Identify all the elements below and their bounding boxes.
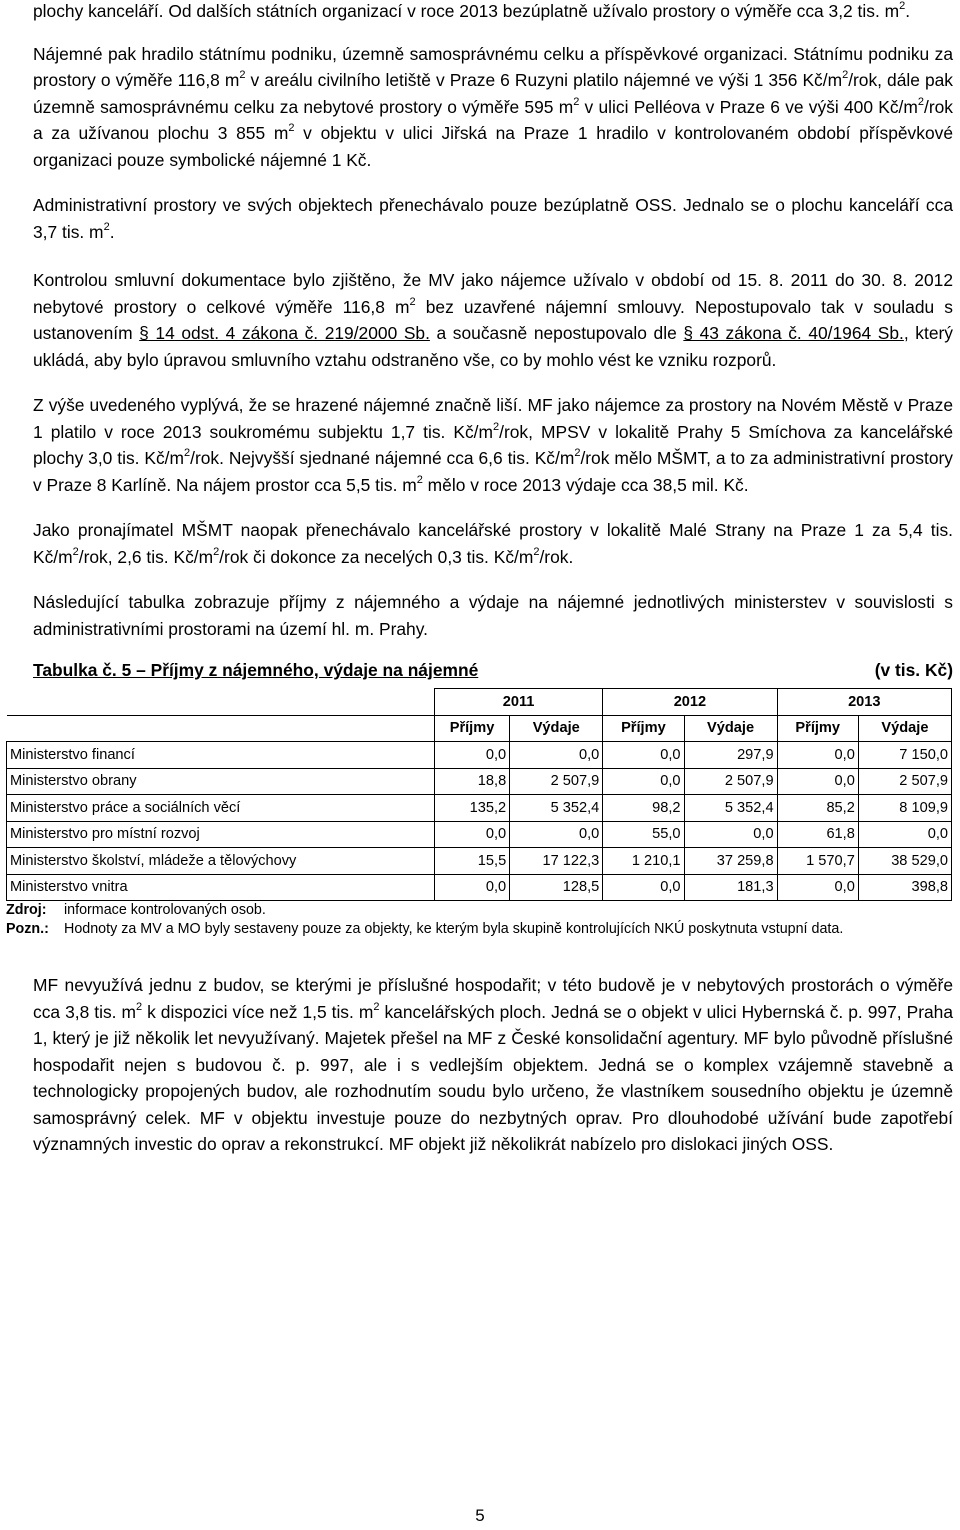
paragraph-1 [33,0,953,25]
paragraph-5 [33,392,953,498]
table-cell: 85,2 [777,795,858,822]
text-run: Z výše uvedeného vyplývá, že se hrazené nájemné značně liší. MF jako nájemce za prostory na Novém Městě v Praze 1 platilo v roce 2013 soukromému subjektu 1,7 tis. Kč/m [33,395,953,442]
superscript: 2 [573,95,580,108]
superscript: 2 [373,1000,380,1013]
table-cell: 181,3 [684,874,777,901]
table-cell: 17 122,3 [510,848,603,875]
text-run: v ulici Pelléova v Praze 6 ve výši 400 Kč/m [579,96,918,117]
superscript: 2 [416,473,423,486]
table-title: Tabulka č. 5 – Příjmy z nájemného, výdaje na nájemné [33,660,479,680]
superscript: 2 [409,295,416,308]
paragraph-4 [33,267,953,373]
table-cell: 38 529,0 [858,848,951,875]
table-cell: 98,2 [603,795,684,822]
year-header: 2012 [603,689,777,716]
column-header: Výdaje [858,715,951,742]
text-run: MF nevyužívá jednu z budov, se kterými je příslušné hospodařit; v této budově je v nebytových prostorách o výměře cca 3,8 tis. m [33,975,953,1022]
table-cell: 2 507,9 [684,768,777,795]
header-blank-cell [7,715,435,742]
table-header-sub [7,715,952,742]
text-run: Nájemné pak hradilo státnímu podniku, územně samosprávnému celku a příspěvkové organizaci. Státnímu podniku za prostory o výměře 116,8 m [33,43,953,90]
law-reference-link[interactable]: § 14 odst. 4 zákona č. 219/2000 Sb. [139,323,430,343]
paragraph-6 [33,517,953,570]
table-header-years [7,689,952,716]
row-label: Ministerstvo vnitra [7,874,435,901]
superscript: 2 [533,545,540,558]
table-cell: 0,0 [603,874,684,901]
text-run: /rok. [539,546,574,567]
text-run: Administrativní prostory ve svých objektech přenechávalo pouze bezúplatně OSS. Jednalo se o plochu kanceláří cca 3,7 tis. m [33,195,953,242]
table-row [7,742,952,769]
law-reference-link[interactable]: § 43 zákona č. 40/1964 Sb. [683,323,904,343]
superscript: 2 [493,420,500,433]
column-header: Výdaje [684,715,777,742]
text-run: k dispozici více než 1,5 tis. m [142,1001,374,1022]
column-header: Příjmy [434,715,509,742]
superscript: 2 [135,1000,143,1013]
row-label: Ministerstvo školství, mládeže a tělovýchovy [7,848,435,875]
table-cell: 18,8 [434,768,509,795]
source-label: Zdroj: [6,902,47,918]
table-cell: 5 352,4 [684,795,777,822]
table-cell: 0,0 [510,821,603,848]
superscript: 2 [917,95,924,108]
table-cell: 297,9 [684,742,777,769]
text-run: kancelářských ploch. Jedná se o objekt v ulici Hybernská č. p. 997, Praha 1, který je již několik let nevyužívaný. Majetek přešel na MF z České konsolidační agentury. MF bylo původně příslušné hospodařit nejen s budovou č. p. 997, ale i s vedlejším objektem. Jedná se o komplex vzájemně stavebně a technologicky propojených budov, ale rozhodnutím soudu bylo určeno, že vlastníkem sousedního objektu je územně samosprávný celek. MF v objektu investuje pouze do nezbytných oprav. Pro dlouhodobé užívání bude zapotřebí významných investic do oprav a rekonstrukcí. MF objekt již několikrát nabízelo pro dislokaci jiných OSS. [33,1001,954,1154]
table-title-row [33,658,953,682]
row-label: Ministerstvo práce a sociálních věcí [7,795,435,822]
text-run: /rok mělo MŠMT, a to za administrativní prostory v Praze 8 Karlíně. Na nájem prostor cca 5,5 tis. m [33,448,953,495]
text-run: /rok. Nejvyšší sjednané nájemné cca 6,6 tis. Kč/m [190,448,575,468]
source-text: informace kontrolovaných osob. [64,902,266,918]
superscript: 2 [72,545,79,558]
paragraph-8 [33,972,953,1158]
table-cell: 0,0 [777,742,858,769]
row-label: Ministerstvo obrany [7,768,435,795]
note-label: Pozn.: [6,921,49,937]
note-text: Hodnoty za MV a MO byly sestaveny pouze za objekty, ke kterým byla skupině kontrolujících NKÚ poskytnuta vstupní data. [64,921,844,937]
text-run: Jako pronajímatel MŠMT naopak přenechávalo kancelářské prostory v lokalitě Malé Strany na Praze 1 za 5,4 tis. Kč/m [33,520,953,567]
superscript: 2 [288,122,295,135]
text-run: /rok či dokonce za necelých 0,3 tis. Kč/m [219,546,534,567]
text-run: plochy kanceláří. Od dalších státních organizací v roce 2013 bezúplatně užívalo prostory o výměře cca 3,2 tis. m [33,1,900,21]
data-table [6,688,952,901]
paragraph-2 [33,41,953,174]
source-note [6,901,952,920]
document-page [6,0,954,1158]
table-cell: 1 210,1 [603,848,684,875]
table-cell: 5 352,4 [510,795,603,822]
paragraph-7 [33,589,953,642]
table-cell: 2 507,9 [510,768,603,795]
text-run: a současně nepostupovalo dle [429,323,684,343]
text-run: /rok a za užívanou plochu 3 855 m [33,96,953,143]
table-cell: 398,8 [858,874,951,901]
text-run: Kontrolou smluvní dokumentace bylo zjištěno, že MV jako nájemce užívalo v období od 15. 8. 2011 do 30. 8. 2012 nebytové prostory o celkové výměře 116,8 m [33,270,953,317]
superscript: 2 [213,545,220,558]
table-cell: 135,2 [434,795,509,822]
column-header: Příjmy [603,715,684,742]
table-cell: 128,5 [510,874,603,901]
column-header: Příjmy [777,715,858,742]
table-cell: 0,0 [510,742,603,769]
table-cell: 0,0 [777,874,858,901]
table-cell: 0,0 [434,742,509,769]
table-cell: 8 109,9 [858,795,951,822]
table-cell: 0,0 [434,821,509,848]
table-row [7,874,952,901]
text-run: , který ukládá, aby bylo úpravou smluvního vztahu odstraněno vše, co by mohlo vést ke vzniku rozporů. [33,323,953,370]
superscript: 2 [239,69,246,82]
table-row [7,768,952,795]
page-number: 5 [475,1506,485,1525]
table-row [7,848,952,875]
text-run: /rok, MPSV v lokalitě Prahy 5 Smíchova za kancelářské plochy 3,0 tis. Kč/m [33,421,954,468]
superscript: 2 [574,447,581,460]
table-cell: 7 150,0 [858,742,951,769]
table-cell: 0,0 [777,768,858,795]
text-run: /rok, dále pak územně samosprávnému celku za nebytové prostory o výměře 595 m [33,70,954,117]
table-cell: 1 570,7 [777,848,858,875]
text-run: . [109,221,115,242]
table-unit: (v tis. Kč) [874,660,953,680]
text-run: bez uzavřené nájemní smlouvy. Nepostupovalo tak v souladu s ustanovením [33,296,953,343]
text-run: /rok, 2,6 tis. Kč/m [78,546,214,567]
paragraph-3 [33,192,953,245]
row-label: Ministerstvo pro místní rozvoj [7,821,435,848]
table-notes [6,901,952,939]
table-cell: 0,0 [603,742,684,769]
table-cell: 0,0 [603,768,684,795]
text-run: v objektu v ulici Jiřská na Praze 1 hradilo v kontrolovaném období příspěvkové organizaci pouze symbolické nájemné 1 Kč. [33,123,953,170]
table-cell: 15,5 [434,848,509,875]
year-header: 2013 [777,689,951,716]
table-row [7,795,952,822]
superscript: 2 [183,447,191,460]
remark-note [6,920,952,939]
superscript: 2 [899,0,906,13]
superscript: 2 [103,220,110,233]
table-cell: 55,0 [603,821,684,848]
header-blank-cell [7,689,435,716]
superscript: 2 [842,69,849,82]
table-cell: 0,0 [684,821,777,848]
row-label: Ministerstvo financí [7,742,435,769]
table-cell: 2 507,9 [858,768,951,795]
table-cell: 61,8 [777,821,858,848]
table-row [7,821,952,848]
table-cell: 0,0 [858,821,951,848]
text-run: v areálu civilního letiště v Praze 6 Ruzyni platilo nájemné ve výši 1 356 Kč/m [245,70,843,90]
table-cell: 37 259,8 [684,848,777,875]
column-header: Výdaje [510,715,603,742]
text-run: . [905,1,911,21]
table-cell: 0,0 [434,874,509,901]
text-run: Následující tabulka zobrazuje příjmy z nájemného a výdaje na nájemné jednotlivých ministerstev v souvislosti s administrativními prostorami na území hl. m. Prahy. [33,592,953,639]
year-header: 2011 [434,689,602,716]
text-run: mělo v roce 2013 výdaje cca 38,5 mil. Kč. [422,474,749,495]
